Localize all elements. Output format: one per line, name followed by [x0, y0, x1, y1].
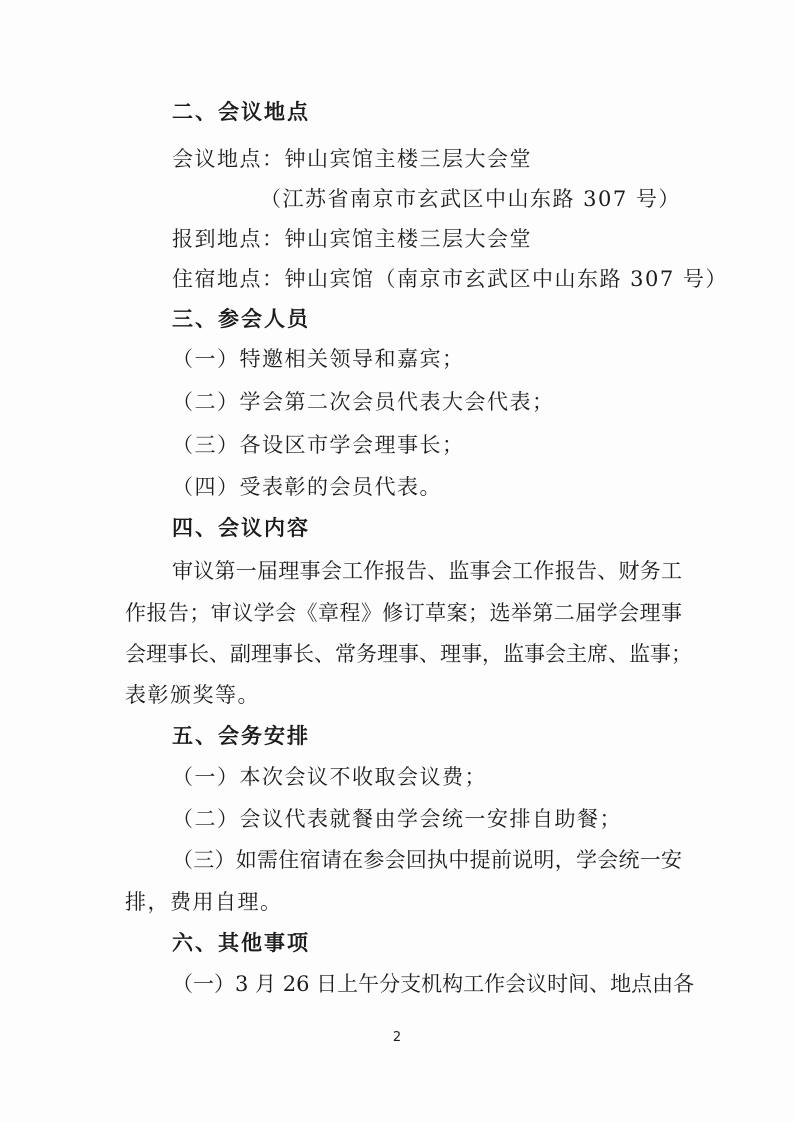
- section-heading-content: 四、会议内容: [172, 516, 310, 540]
- attendee-item: （四）受表彰的会员代表。: [172, 475, 442, 499]
- accommodation-line: 住宿地点：钟山宾馆（南京市玄武区中山东路 307 号）: [172, 267, 728, 291]
- arrangement-item: （二）会议代表就餐由学会统一安排自助餐；: [172, 807, 622, 831]
- attendee-item: （二）学会第二次会员代表大会代表；: [172, 390, 555, 414]
- content-paragraph-line: 表彰颁奖等。: [125, 683, 260, 707]
- section-heading-attendees: 三、参会人员: [172, 307, 310, 331]
- section-heading-arrangements: 五、会务安排: [172, 724, 310, 748]
- section-heading-other: 六、其他事项: [172, 931, 310, 955]
- arrangement-item: （一）本次会议不收取会议费；: [172, 765, 487, 789]
- meeting-venue-address: （江苏省南京市玄武区中山东路 307 号）: [260, 187, 681, 211]
- content-paragraph-line: 作报告；审议学会《章程》修订草案；选举第二届学会理事: [125, 601, 682, 625]
- section-heading-venue: 二、会议地点: [172, 100, 310, 124]
- other-item: （一）3 月 26 日上午分支机构工作会议时间、地点由各: [172, 972, 695, 996]
- attendee-item: （一）特邀相关领导和嘉宾；: [172, 347, 465, 371]
- content-paragraph-line: 会理事长、副理事长、常务理事、理事，监事会主席、监事；: [125, 642, 692, 666]
- registration-venue-line: 报到地点：钟山宾馆主楼三层大会堂: [172, 227, 532, 251]
- arrangement-item-continued: 排，费用自理。: [125, 890, 283, 914]
- arrangement-item: （三）如需住宿请在参会回执中提前说明，学会统一安: [172, 848, 682, 872]
- meeting-venue-line: 会议地点：钟山宾馆主楼三层大会堂: [172, 147, 532, 171]
- attendee-item: （三）各设区市学会理事长；: [172, 433, 465, 457]
- page-number: 2: [392, 1030, 402, 1045]
- content-paragraph-line: 审议第一届理事会工作报告、监事会工作报告、财务工: [172, 559, 682, 583]
